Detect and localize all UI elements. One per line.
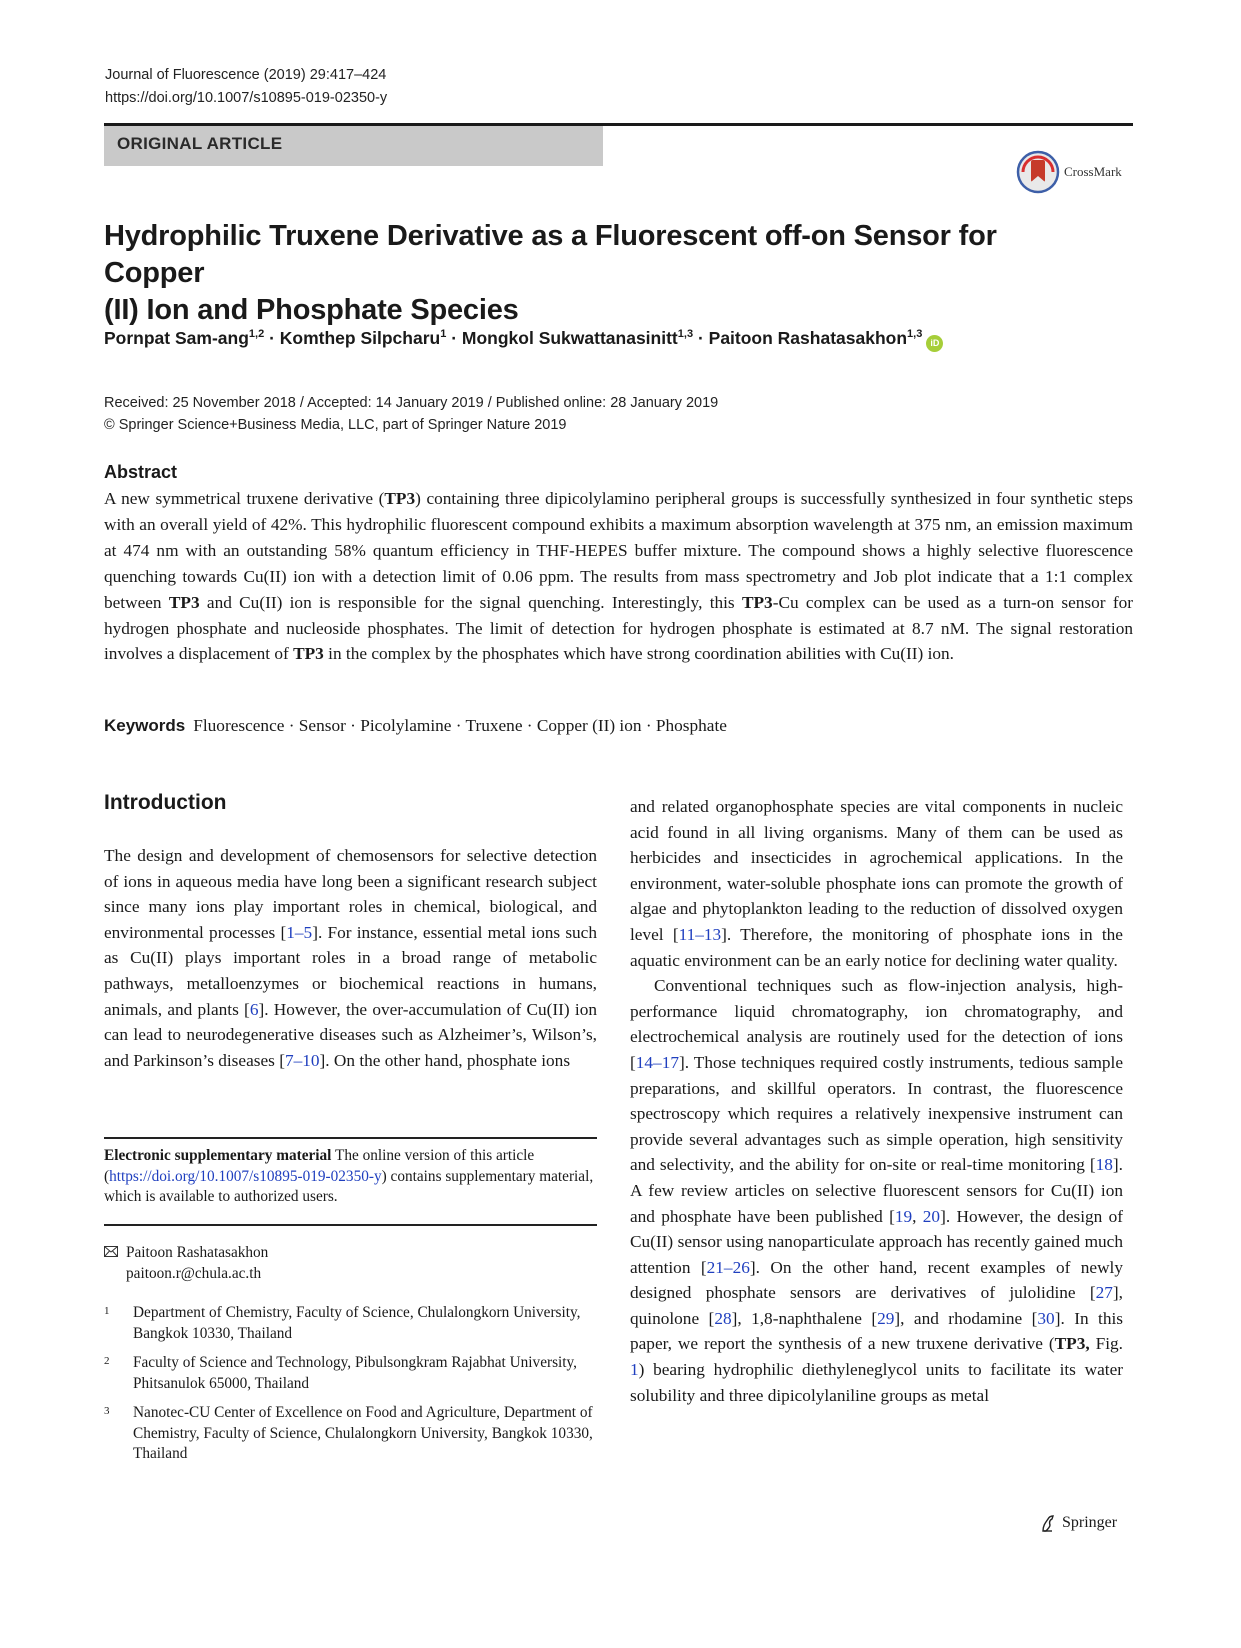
affiliation-item: [104, 1403, 597, 1465]
crossmark-badge[interactable]: [1016, 150, 1122, 194]
copyright-line: © Springer Science+Business Media, LLC, part of Springer Nature 2019: [104, 417, 567, 433]
footnote-rule: [104, 1137, 597, 1139]
citation-link[interactable]: 21–26: [706, 1257, 750, 1277]
intro-right-column: [630, 794, 1123, 1408]
affiliation-text: Faculty of Science and Technology, Pibulsongkram Rajabhat University, Phitsanulok 65000, Thailand: [133, 1354, 578, 1392]
footnote-rule: [104, 1224, 597, 1226]
date-history: Received: 25 November 2018 / Accepted: 14 January 2019 / Published online: 28 January 2019: [104, 395, 719, 411]
envelope-icon: [104, 1243, 126, 1264]
abstract-body: A new symmetrical truxene derivative (TP3) containing three dipicolylamino peripheral groups is successfully synthesized in four synthetic steps with an overall yield of 42%. This hydrophilic fluorescent compound exhibits a maximum absorption wavelength at 375 nm, an emission maximum at 474 nm with an outstanding 58% quantum efficiency in THF-HEPES buffer mixture. The compound shows a highly selective fluorescence quenching towards Cu(II) ion with a detection limit of 0.06 ppm. The results from mass spectrometry and Job plot indicate that a 1:1 complex between TP3 and Cu(II) ion is responsible for the signal quenching. Interestingly, this TP3-Cu complex can be used as a turn-on sensor for hydrogen phosphate and nucleoside phosphates. The limit of detection for hydrogen phosphate is estimated at 8.7 nM. The signal restoration involves a displacement of TP3 in the complex by the phosphates which have strong coordination abilities with Cu(II) ion.: [104, 489, 1133, 664]
citation-link[interactable]: 6: [249, 999, 259, 1019]
citation-link[interactable]: 7–10: [284, 1050, 320, 1070]
affiliation-number: 3: [104, 1405, 110, 1417]
author-name[interactable]: Mongkol Sukwattanasinitt: [461, 328, 678, 348]
author-name[interactable]: Pornpat Sam-ang: [104, 328, 249, 348]
contact-email[interactable]: paitoon.r@chula.ac.th: [126, 1264, 262, 1282]
affiliation-item: [104, 1303, 597, 1344]
author-list: Pornpat Sam-ang$^{1,2}$ · Komthep Silpcharu$^1$ · Mongkol Sukwattanasinitt$^{1,3}$ · Paitoon Rashatasakhon$^{1,3}$iD: [104, 328, 1124, 352]
affiliation-text: Nanotec-CU Center of Excellence on Food and Agriculture, Department of Chemistry, Faculty of Science, Chulalongkorn University, Bangkok 10330, Thailand: [133, 1404, 593, 1462]
author-affiliation: 1,3: [677, 328, 694, 341]
author-affiliation: 1,2: [248, 328, 265, 341]
publisher-logo: [1038, 1513, 1117, 1533]
crossmark-icon: [1016, 150, 1060, 194]
citation-link[interactable]: 28: [714, 1308, 732, 1328]
article-type-banner: ORIGINAL ARTICLE: [104, 126, 603, 166]
citation-link[interactable]: 27: [1095, 1283, 1113, 1303]
citation-link[interactable]: 18: [1095, 1155, 1113, 1175]
affiliation-number: 2: [104, 1355, 110, 1367]
citation-link[interactable]: 29: [877, 1308, 895, 1328]
intro-paragraph: Conventional techniques such as flow-injection analysis, high-performance liquid chromatography, ion chromatography, and electrochemical analysis are routinely used for the detection of ions [14–17]. Those techniques required costly instruments, tedious sample preparations, and skillful operators. In contrast, the fluorescence spectroscopy which requires a relatively inexpensive instrument can provide several advantages such as simple operation, high sensitivity and selectivity, and the ability for on-site or real-time monitoring [18]. A few review articles on selective fluorescent sensors for Cu(II) ion and phosphate have been published [19, 20]. However, the design of Cu(II) sensor using nanoparticulate approach has recently gained much attention [21–26]. On the other hand, recent examples of newly designed phosphate sensors are derivatives of julolidine [27], quinolone [28], 1,8-naphthalene [29], and rhodamine [30]. In this paper, we report the synthesis of a new truxene derivative (TP3, Fig. 1) bearing hydrophilic diethyleneglycol units to facilitate its water solubility and three dipicolylaniline groups as metal: [630, 976, 1124, 1405]
title-line-2: (II) Ion and Phosphate Species: [104, 294, 519, 326]
keywords-list: Fluorescence · Sensor · Picolylamine · Truxene · Copper (II) ion · Phosphate: [193, 716, 727, 735]
article-doi[interactable]: https://doi.org/10.1007/s10895-019-02350-y: [105, 90, 388, 106]
intro-left-column: The design and development of chemosensors for selective detection of ions in aqueous media have long been a significant research subject since many ions play important roles in chemical, biological, and environmental processes [1–5]. For instance, essential metal ions such as Cu(II) plays important roles in a broad range of metabolic pathways, metalloenzymes or biochemical reactions in humans, animals, and plants [6]. However, the over-accumulation of Cu(II) ion can lead to neurodegenerative diseases such as Alzheimer’s, Wilson’s, and Parkinson’s diseases [7–10]. On the other hand, phosphate ions: [104, 846, 597, 1070]
intro-paragraph: and related organophosphate species are vital components in nucleic acid found in all living organisms. Many of them can be used as herbicides and insecticides in agrochemical applications. In the environment, water-soluble phosphate ions can promote the growth of algae and phytoplankton leading to the reduction of dissolved oxygen level [11–13]. Therefore, the monitoring of phosphate ions in the aquatic environment can be an early notice for declining water quality.: [630, 797, 1123, 970]
supplementary-note: Electronic supplementary material The online version of this article (https://doi.org/10.1007/s10895-019-02350-y) contains supplementary material, which is available to authorized users.: [104, 1147, 594, 1205]
affiliation-text: Department of Chemistry, Faculty of Science, Chulalongkorn University, Bangkok 10330, Thailand: [133, 1304, 581, 1342]
affiliation-number: 1: [104, 1305, 110, 1317]
author-name[interactable]: Paitoon Rashatasakhon: [708, 328, 908, 348]
esm-label: Electronic supplementary material: [104, 1147, 332, 1164]
keywords-label: Keywords: [104, 716, 186, 735]
springer-horse-icon: [1038, 1513, 1058, 1533]
affiliation-item: [104, 1353, 597, 1394]
journal-citation: Journal of Fluorescence (2019) 29:417–424: [105, 67, 387, 83]
author-name[interactable]: Komthep Silpcharu: [279, 328, 441, 348]
esm-doi-link[interactable]: https://doi.org/10.1007/s10895-019-02350-y: [109, 1167, 382, 1185]
author-affiliation: 1,3: [907, 328, 923, 341]
figure-link[interactable]: 1: [630, 1360, 639, 1380]
citation-link[interactable]: 20: [922, 1206, 941, 1226]
citation-link[interactable]: 30: [1037, 1308, 1055, 1328]
citation-link[interactable]: 11–13: [678, 924, 722, 944]
contact-name: Paitoon Rashatasakhon: [126, 1244, 269, 1261]
article-title: [104, 218, 1064, 329]
crossmark-label: CrossMark: [1064, 164, 1122, 179]
publisher-name: Springer: [1062, 1514, 1118, 1531]
introduction-heading: Introduction: [104, 791, 227, 814]
orcid-icon[interactable]: iD: [926, 335, 943, 352]
journal-header: [105, 64, 387, 110]
title-line-1: Hydrophilic Truxene Derivative as a Fluorescent off-on Sensor for Copper: [104, 220, 997, 289]
keywords-line: [104, 716, 727, 736]
abstract-heading: Abstract: [104, 462, 178, 482]
citation-link[interactable]: 19: [894, 1206, 913, 1226]
citation-link[interactable]: 1–5: [286, 922, 313, 942]
author-affiliation: 1: [440, 328, 447, 341]
citation-link[interactable]: 14–17: [635, 1052, 679, 1072]
publication-dates: [104, 392, 718, 436]
corresponding-author: [104, 1243, 268, 1284]
